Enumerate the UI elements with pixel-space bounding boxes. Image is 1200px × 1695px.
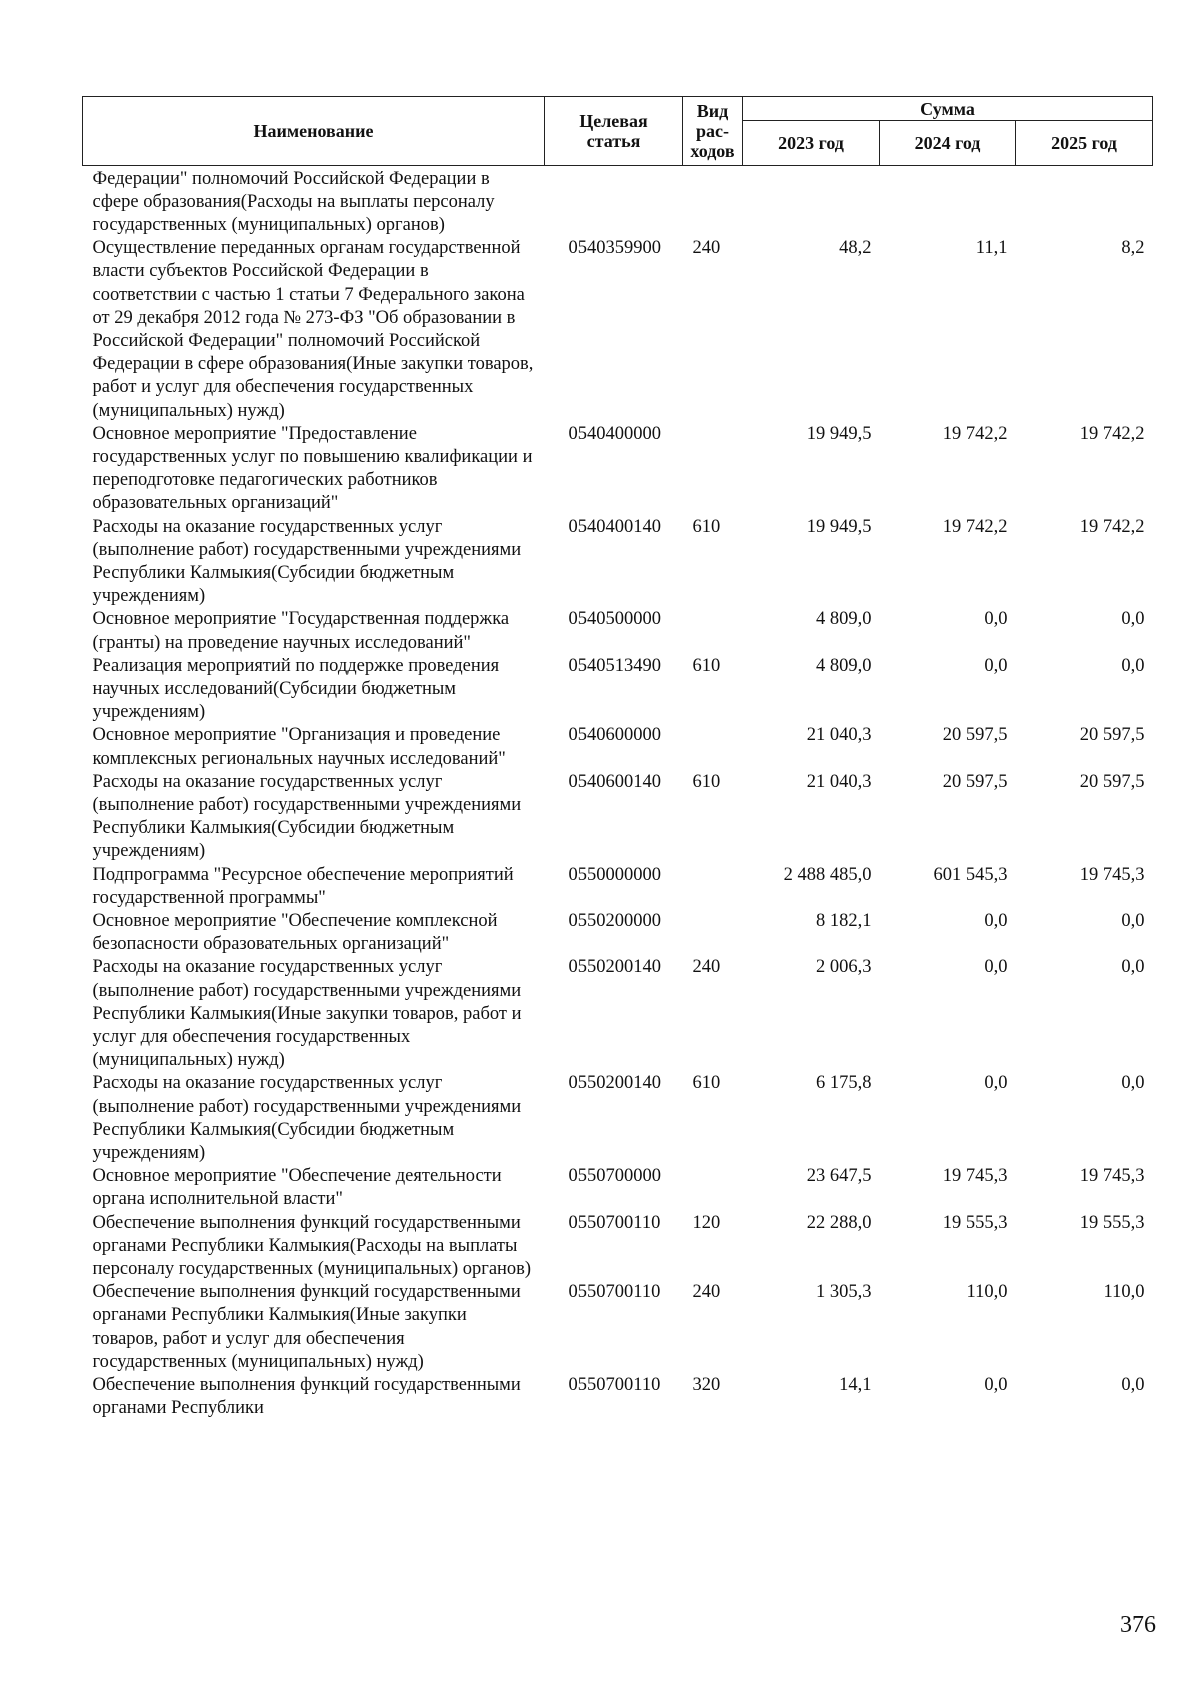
cell-name: Основное мероприятие "Обеспечение деятельности органа исполнительной власти" <box>92 1166 502 1210</box>
cell-2024 <box>880 168 1016 238</box>
cell-type: 240 <box>692 957 721 978</box>
cell-name: Расходы на оказание государственных услуг (выполнение работ) государственными учреждениями Республики Калмыкия(Субсидии бюджетным учреждениям) <box>92 1073 522 1164</box>
cell-2023: 19 949,5 <box>806 423 872 444</box>
cell-article: 0540359900 <box>568 238 661 259</box>
cell-2023: 23 647,5 <box>806 1166 872 1187</box>
cell-article: 0540400000 <box>568 423 661 444</box>
cell-type <box>683 864 743 910</box>
cell-2023: 21 040,3 <box>806 725 872 746</box>
cell-2023: 19 949,5 <box>806 516 872 537</box>
header-sum: Сумма <box>743 97 1153 121</box>
cell-2024: 110,0 <box>966 1282 1008 1303</box>
cell-2025: 8,2 <box>1121 238 1145 259</box>
cell-2023: 2 006,3 <box>816 957 872 978</box>
cell-2024: 601 545,3 <box>933 864 1008 885</box>
cell-type <box>683 168 743 238</box>
cell-article: 0540600000 <box>568 725 661 746</box>
cell-type <box>683 608 743 654</box>
budget-table-page <box>82 96 1152 1420</box>
cell-name: Основное мероприятие "Государственная поддержка (гранты) на проведение научных исследований" <box>92 609 510 653</box>
table-row <box>83 771 1153 864</box>
cell-type <box>683 724 743 770</box>
cell-2023: 4 809,0 <box>816 655 872 676</box>
cell-2025: 20 597,5 <box>1079 771 1145 792</box>
budget-table <box>82 96 1153 1420</box>
cell-name: Основное мероприятие "Предоставление государственных услуг по повышению квалификации и переподготовке педагогических работников образовательных организаций" <box>92 423 533 514</box>
cell-2024: 19 742,2 <box>942 423 1008 444</box>
cell-type <box>683 423 743 516</box>
cell-article: 0540400140 <box>568 516 661 537</box>
cell-type <box>683 910 743 956</box>
cell-2025: 19 555,3 <box>1079 1212 1145 1233</box>
cell-2024: 19 745,3 <box>942 1166 1008 1187</box>
cell-article <box>545 168 683 238</box>
cell-2025: 0,0 <box>1121 957 1145 978</box>
cell-2024: 20 597,5 <box>942 725 1008 746</box>
cell-2023: 22 288,0 <box>806 1212 872 1233</box>
cell-2025: 0,0 <box>1121 609 1145 630</box>
cell-2023: 14,1 <box>839 1375 872 1396</box>
table-row <box>83 1212 1153 1282</box>
cell-2023: 6 175,8 <box>816 1073 872 1094</box>
cell-type <box>683 1165 743 1211</box>
cell-2025: 0,0 <box>1121 911 1145 931</box>
cell-name: Обеспечение выполнения функций государственными органами Республики Калмыкия(Иные закупки товаров, работ и услуг для обеспечения государственных (муниципальных) нужд) <box>92 1282 521 1372</box>
cell-2025: 19 742,2 <box>1079 423 1145 444</box>
cell-2023: 21 040,3 <box>806 771 872 792</box>
cell-2024: 19 555,3 <box>942 1212 1008 1233</box>
cell-2024: 20 597,5 <box>942 771 1008 792</box>
cell-name: Осуществление переданных органам государственной власти субъектов Российской Федерации в соответствии с частью 1 статьи 7 Федерального закона от 29 декабря 2012 года № 273-ФЗ "Об образовании в Российской Федерации" полномочий Российской Федерации в сфере образования(Иные закупки товаров, работ и услуг для обеспечения государственных (муниципальных) нужд) <box>92 238 534 421</box>
cell-article: 0550700110 <box>568 1282 661 1303</box>
cell-article: 0550700110 <box>568 1212 661 1233</box>
cell-article: 0550700000 <box>568 1166 661 1187</box>
table-row <box>83 423 1153 516</box>
table-row <box>83 608 1153 654</box>
page-number: 376 <box>1120 1612 1156 1638</box>
header-year-2024: 2024 год <box>880 121 1016 166</box>
cell-2025 <box>1016 168 1153 238</box>
table-row <box>83 516 1153 609</box>
cell-2025: 0,0 <box>1121 1073 1145 1094</box>
cell-type: 320 <box>692 1375 721 1396</box>
cell-2024: 0,0 <box>984 1375 1008 1396</box>
cell-type: 610 <box>692 655 721 676</box>
cell-2023 <box>743 168 880 238</box>
cell-2025: 0,0 <box>1121 655 1145 676</box>
cell-article: 0540600140 <box>568 771 661 792</box>
table-row <box>83 1072 1153 1165</box>
cell-name: Основное мероприятие "Обеспечение комплексной безопасности образовательных организаций" <box>92 911 498 955</box>
cell-type: 610 <box>692 516 721 537</box>
cell-type: 120 <box>692 1212 721 1233</box>
cell-2025: 19 742,2 <box>1079 516 1145 537</box>
cell-article: 0550200140 <box>568 957 661 978</box>
header-type: Вид рас-ходов <box>683 97 743 166</box>
cell-article: 0550200000 <box>568 911 661 931</box>
cell-2025: 110,0 <box>1103 1282 1145 1303</box>
table-row <box>83 956 1153 1072</box>
cell-article: 0550000000 <box>568 864 661 885</box>
cell-2023: 4 809,0 <box>816 609 872 630</box>
cell-type: 610 <box>692 1073 721 1094</box>
cell-2023: 2 488 485,0 <box>783 864 872 885</box>
cell-2025: 20 597,5 <box>1079 725 1145 746</box>
table-row <box>83 910 1153 956</box>
cell-2023: 1 305,3 <box>816 1282 872 1303</box>
cell-2025: 19 745,3 <box>1079 1166 1145 1187</box>
table-row <box>83 168 1153 238</box>
cell-name: Федерации" полномочий Российской Федерации в сфере образования(Расходы на выплаты персоналу государственных (муниципальных) органов) <box>92 168 495 235</box>
cell-name: Обеспечение выполнения функций государственными органами Республики <box>92 1375 521 1419</box>
cell-name: Реализация мероприятий по поддержке проведения научных исследований(Субсидии бюджетным учреждениям) <box>92 655 500 723</box>
cell-2024: 0,0 <box>984 957 1008 978</box>
cell-type: 240 <box>692 1282 721 1303</box>
cell-article: 0540513490 <box>568 655 661 676</box>
cell-name: Расходы на оказание государственных услуг (выполнение работ) государственными учреждениями Республики Калмыкия(Иные закупки товаров, работ и услуг для обеспечения государственных (муниципальных) нужд) <box>92 957 522 1071</box>
header-article: Целевая статья <box>545 97 683 166</box>
cell-2025: 19 745,3 <box>1079 864 1145 885</box>
cell-type: 240 <box>692 238 721 259</box>
table-row <box>83 237 1153 423</box>
cell-2024: 0,0 <box>984 609 1008 630</box>
table-row <box>83 1281 1153 1374</box>
header-year-2023: 2023 год <box>743 121 880 166</box>
header-year-2025: 2025 год <box>1016 121 1153 166</box>
cell-2023: 8 182,1 <box>816 911 872 931</box>
cell-2024: 11,1 <box>975 238 1008 259</box>
cell-2024: 19 742,2 <box>942 516 1008 537</box>
cell-name: Расходы на оказание государственных услуг (выполнение работ) государственными учреждениями Республики Калмыкия(Субсидии бюджетным учреждениям) <box>92 771 522 862</box>
cell-name: Расходы на оказание государственных услуг (выполнение работ) государственными учреждениями Республики Калмыкия(Субсидии бюджетным учреждениям) <box>92 516 522 607</box>
cell-2023: 48,2 <box>839 238 872 259</box>
cell-2024: 0,0 <box>984 1073 1008 1094</box>
cell-article: 0550700110 <box>568 1375 661 1396</box>
header-name: Наименование <box>83 97 545 166</box>
table-row <box>83 724 1153 770</box>
cell-article: 0550200140 <box>568 1073 661 1094</box>
cell-2024: 0,0 <box>984 655 1008 676</box>
cell-name: Основное мероприятие "Организация и проведение комплексных региональных научных исследований" <box>92 725 506 769</box>
table-row <box>83 1165 1153 1211</box>
cell-name: Обеспечение выполнения функций государственными органами Республики Калмыкия(Расходы на выплаты персоналу государственных (муниципальных) органов) <box>92 1212 532 1280</box>
cell-article: 0540500000 <box>568 609 661 630</box>
cell-name: Подпрограмма "Ресурсное обеспечение мероприятий государственной программы" <box>92 864 514 908</box>
table-row <box>83 864 1153 910</box>
table-row <box>83 655 1153 725</box>
cell-2025: 0,0 <box>1121 1375 1145 1396</box>
table-row <box>83 1374 1153 1420</box>
cell-type: 610 <box>692 771 721 792</box>
table-body <box>83 166 1153 1421</box>
cell-2024: 0,0 <box>984 911 1008 931</box>
table-header <box>83 97 1153 166</box>
